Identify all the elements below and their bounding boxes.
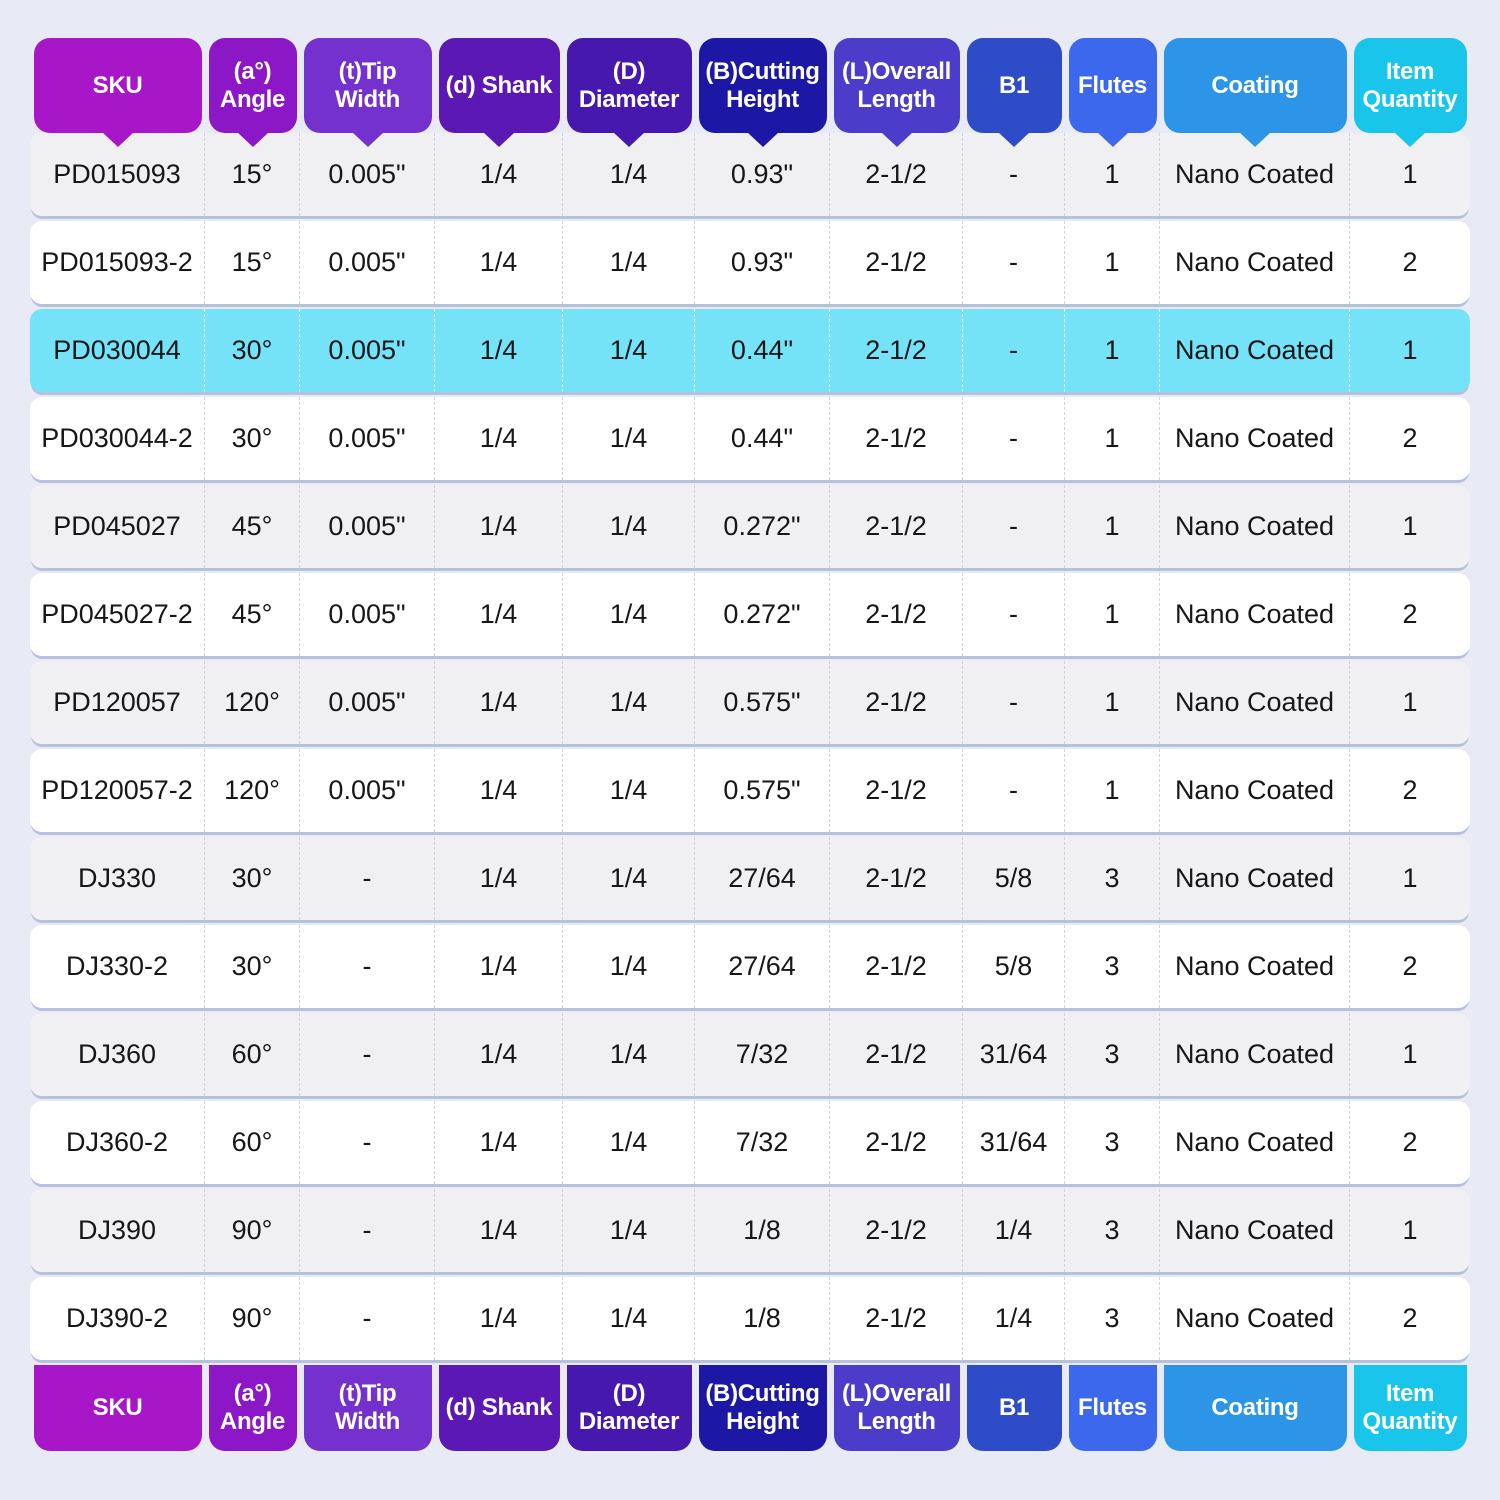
- column-label: B1: [998, 71, 1030, 99]
- footer-col-shank: [439, 1365, 560, 1451]
- header-col-angle: [209, 38, 297, 133]
- column-label: Flutes: [1078, 71, 1147, 99]
- table-row-pd120057-2[interactable]: [30, 749, 1470, 832]
- cell-overall-length: 2-1/2: [830, 1013, 963, 1096]
- cell-sku: PD030044: [30, 309, 205, 392]
- cell-cutting-height: 27/64: [695, 925, 830, 1008]
- column-label: Coating: [1211, 71, 1299, 99]
- cell-sku: PD015093: [30, 133, 205, 216]
- header-col-b1: [967, 38, 1062, 133]
- cell-tip-width: 0.005": [300, 309, 435, 392]
- cell-b1: 31/64: [963, 1101, 1065, 1184]
- cell-item-quantity: 1: [1402, 511, 1418, 541]
- cell-item-quantity: 2: [1402, 423, 1418, 453]
- column-label: Item Quantity: [1362, 57, 1458, 113]
- cell-sku: PD045027: [30, 485, 205, 568]
- cell-overall-length: 2-1/2: [830, 221, 963, 304]
- cell-angle: 120°: [205, 749, 300, 832]
- cell-cutting-height: 27/64: [695, 837, 830, 920]
- cell-angle: 30°: [205, 837, 300, 920]
- column-label: SKU: [92, 71, 143, 99]
- cell-coating: Nano Coated: [1160, 573, 1350, 656]
- cell-tip-width: -: [300, 1277, 435, 1360]
- column-label: (L)Overall Length: [841, 57, 952, 113]
- cell-shank: 1/4: [435, 837, 563, 920]
- cell-flutes: 1: [1065, 397, 1160, 480]
- cell-sku: DJ330: [30, 837, 205, 920]
- table-row-pd045027-2[interactable]: [30, 573, 1470, 656]
- cell-b1: -: [963, 309, 1065, 392]
- cell-overall-length: 2-1/2: [830, 925, 963, 1008]
- cell-angle: 15°: [205, 221, 300, 304]
- cell-diameter: 1/4: [563, 661, 695, 744]
- cell-angle: 120°: [205, 661, 300, 744]
- column-label: (B)Cutting Height: [705, 1380, 820, 1435]
- cell-tip-width: -: [300, 1101, 435, 1184]
- table-row-pd120057[interactable]: [30, 661, 1470, 744]
- cell-cutting-height: 7/32: [695, 1101, 830, 1184]
- cell-sku: PD120057: [30, 661, 205, 744]
- cell-overall-length: 2-1/2: [830, 1189, 963, 1272]
- cell-b1: -: [963, 661, 1065, 744]
- column-label: (a°) Angle: [219, 57, 286, 113]
- header-col-coating: [1164, 38, 1347, 133]
- cell-cutting-height: 1/8: [695, 1277, 830, 1360]
- cell-angle: 30°: [205, 925, 300, 1008]
- cell-cutting-height: 7/32: [695, 1013, 830, 1096]
- footer-col-tip-width: [304, 1365, 432, 1451]
- cell-coating: Nano Coated: [1160, 485, 1350, 568]
- cell-b1: -: [963, 485, 1065, 568]
- cell-coating: Nano Coated: [1160, 397, 1350, 480]
- cell-overall-length: 2-1/2: [830, 1277, 963, 1360]
- cell-b1: -: [963, 573, 1065, 656]
- cell-flutes: 1: [1065, 133, 1160, 216]
- cell-coating: Nano Coated: [1160, 309, 1350, 392]
- cell-sku: PD045027-2: [30, 573, 205, 656]
- cell-coating: Nano Coated: [1160, 1277, 1350, 1360]
- cell-tip-width: -: [300, 837, 435, 920]
- cell-angle: 30°: [205, 397, 300, 480]
- cell-coating: Nano Coated: [1160, 749, 1350, 832]
- cell-shank: 1/4: [435, 749, 563, 832]
- footer-col-sku: [34, 1365, 202, 1451]
- cell-b1: -: [963, 133, 1065, 216]
- footer-col-overall-length: [834, 1365, 960, 1451]
- cell-flutes: 3: [1065, 1277, 1160, 1360]
- cell-coating: Nano Coated: [1160, 1013, 1350, 1096]
- cell-coating: Nano Coated: [1160, 661, 1350, 744]
- cell-cutting-height: 0.44": [695, 309, 830, 392]
- cell-sku: DJ390-2: [30, 1277, 205, 1360]
- cell-flutes: 3: [1065, 925, 1160, 1008]
- cell-tip-width: 0.005": [300, 749, 435, 832]
- column-label: (B)Cutting Height: [705, 57, 820, 113]
- column-label: Item Quantity: [1362, 1380, 1458, 1435]
- table-row-dj390[interactable]: [30, 1189, 1470, 1272]
- cell-b1: 5/8: [963, 925, 1065, 1008]
- cell-overall-length: 2-1/2: [830, 837, 963, 920]
- cell-diameter: 1/4: [563, 1189, 695, 1272]
- cell-diameter: 1/4: [563, 1101, 695, 1184]
- footer-col-diameter: [567, 1365, 692, 1451]
- cell-overall-length: 2-1/2: [830, 309, 963, 392]
- cell-item-quantity: 1: [1402, 1039, 1418, 1069]
- cell-shank: 1/4: [435, 397, 563, 480]
- cell-b1: -: [963, 221, 1065, 304]
- cell-b1: 1/4: [963, 1277, 1065, 1360]
- cell-angle: 30°: [205, 309, 300, 392]
- cell-diameter: 1/4: [563, 397, 695, 480]
- cell-diameter: 1/4: [563, 485, 695, 568]
- cell-flutes: 1: [1065, 221, 1160, 304]
- cell-item-quantity: 1: [1402, 687, 1418, 717]
- header-col-sku: [34, 38, 202, 133]
- cell-cutting-height: 0.272": [695, 573, 830, 656]
- cell-tip-width: -: [300, 1013, 435, 1096]
- column-label: Coating: [1211, 1394, 1299, 1422]
- cell-coating: Nano Coated: [1160, 133, 1350, 216]
- footer-col-item-quantity: [1354, 1365, 1467, 1451]
- cell-tip-width: 0.005": [300, 485, 435, 568]
- footer-col-coating: [1164, 1365, 1347, 1451]
- cell-item-quantity: 2: [1402, 951, 1418, 981]
- cell-angle: 45°: [205, 573, 300, 656]
- cell-item-quantity: 1: [1402, 159, 1418, 189]
- cell-sku: PD120057-2: [30, 749, 205, 832]
- column-label: SKU: [92, 1394, 143, 1422]
- cell-b1: -: [963, 397, 1065, 480]
- cell-overall-length: 2-1/2: [830, 397, 963, 480]
- cell-flutes: 1: [1065, 749, 1160, 832]
- cell-diameter: 1/4: [563, 749, 695, 832]
- cell-shank: 1/4: [435, 1189, 563, 1272]
- table-row-dj360-2[interactable]: [30, 1101, 1470, 1184]
- cell-flutes: 3: [1065, 1101, 1160, 1184]
- cell-cutting-height: 0.575": [695, 749, 830, 832]
- cell-shank: 1/4: [435, 925, 563, 1008]
- cell-shank: 1/4: [435, 133, 563, 216]
- cell-coating: Nano Coated: [1160, 837, 1350, 920]
- footer-col-b1: [967, 1365, 1062, 1451]
- header-col-shank: [439, 38, 560, 133]
- header-col-diameter: [567, 38, 692, 133]
- cell-sku: DJ360-2: [30, 1101, 205, 1184]
- table-row-pd030044[interactable]: [30, 309, 1470, 392]
- table-row-pd015093-2[interactable]: [30, 221, 1470, 304]
- cell-angle: 60°: [205, 1101, 300, 1184]
- cell-overall-length: 2-1/2: [830, 1101, 963, 1184]
- cell-tip-width: 0.005": [300, 661, 435, 744]
- cell-coating: Nano Coated: [1160, 221, 1350, 304]
- cell-item-quantity: 1: [1402, 335, 1418, 365]
- cell-flutes: 3: [1065, 837, 1160, 920]
- cell-cutting-height: 0.44": [695, 397, 830, 480]
- cell-item-quantity: 2: [1402, 1127, 1418, 1157]
- table-row-dj390-2[interactable]: [30, 1277, 1470, 1360]
- cell-flutes: 1: [1065, 485, 1160, 568]
- cell-tip-width: 0.005": [300, 133, 435, 216]
- column-label: B1: [998, 1394, 1030, 1422]
- cell-b1: 1/4: [963, 1189, 1065, 1272]
- cell-diameter: 1/4: [563, 837, 695, 920]
- cell-shank: 1/4: [435, 1013, 563, 1096]
- cell-shank: 1/4: [435, 309, 563, 392]
- cell-item-quantity: 2: [1402, 775, 1418, 805]
- cell-diameter: 1/4: [563, 1013, 695, 1096]
- cell-diameter: 1/4: [563, 309, 695, 392]
- footer-col-flutes: [1069, 1365, 1157, 1451]
- cell-shank: 1/4: [435, 1277, 563, 1360]
- cell-flutes: 3: [1065, 1013, 1160, 1096]
- spec-table: [30, 38, 1470, 1451]
- cell-b1: 5/8: [963, 837, 1065, 920]
- cell-overall-length: 2-1/2: [830, 485, 963, 568]
- cell-flutes: 3: [1065, 1189, 1160, 1272]
- cell-b1: -: [963, 749, 1065, 832]
- cell-tip-width: -: [300, 925, 435, 1008]
- column-label: (t)Tip Width: [335, 57, 400, 113]
- cell-overall-length: 2-1/2: [830, 749, 963, 832]
- cell-sku: DJ330-2: [30, 925, 205, 1008]
- cell-shank: 1/4: [435, 485, 563, 568]
- cell-cutting-height: 1/8: [695, 1189, 830, 1272]
- cell-shank: 1/4: [435, 661, 563, 744]
- table-row-pd030044-2[interactable]: [30, 397, 1470, 480]
- cell-angle: 90°: [205, 1189, 300, 1272]
- cell-coating: Nano Coated: [1160, 925, 1350, 1008]
- header-col-cutting-height: [699, 38, 827, 133]
- cell-coating: Nano Coated: [1160, 1189, 1350, 1272]
- cell-diameter: 1/4: [563, 925, 695, 1008]
- header-col-tip-width: [304, 38, 432, 133]
- cell-sku: PD030044-2: [30, 397, 205, 480]
- cell-sku: PD015093-2: [30, 221, 205, 304]
- table-body: [30, 133, 1470, 1360]
- cell-overall-length: 2-1/2: [830, 661, 963, 744]
- cell-item-quantity: 2: [1402, 1303, 1418, 1333]
- cell-angle: 90°: [205, 1277, 300, 1360]
- footer-col-angle: [209, 1365, 297, 1451]
- cell-overall-length: 2-1/2: [830, 133, 963, 216]
- cell-diameter: 1/4: [563, 1277, 695, 1360]
- cell-overall-length: 2-1/2: [830, 573, 963, 656]
- cell-item-quantity: 2: [1402, 247, 1418, 277]
- cell-angle: 45°: [205, 485, 300, 568]
- cell-shank: 1/4: [435, 1101, 563, 1184]
- cell-flutes: 1: [1065, 661, 1160, 744]
- header-col-flutes: [1069, 38, 1157, 133]
- column-label: (d) Shank: [445, 71, 553, 99]
- column-label: (t)Tip Width: [335, 1380, 400, 1435]
- column-label: (L)Overall Length: [841, 1380, 952, 1435]
- cell-tip-width: 0.005": [300, 221, 435, 304]
- column-label: Flutes: [1078, 1394, 1147, 1422]
- cell-sku: DJ360: [30, 1013, 205, 1096]
- table-row-dj330[interactable]: [30, 837, 1470, 920]
- cell-tip-width: 0.005": [300, 573, 435, 656]
- table-header-row: [30, 38, 1470, 133]
- cell-angle: 15°: [205, 133, 300, 216]
- header-col-item-quantity: [1354, 38, 1467, 133]
- table-row-dj330-2[interactable]: [30, 925, 1470, 1008]
- cell-diameter: 1/4: [563, 573, 695, 656]
- column-label: (a°) Angle: [219, 1380, 286, 1435]
- table-footer-row: [30, 1365, 1470, 1451]
- cell-cutting-height: 0.93": [695, 221, 830, 304]
- cell-diameter: 1/4: [563, 221, 695, 304]
- cell-flutes: 1: [1065, 573, 1160, 656]
- footer-col-cutting-height: [699, 1365, 827, 1451]
- cell-diameter: 1/4: [563, 133, 695, 216]
- cell-shank: 1/4: [435, 573, 563, 656]
- cell-item-quantity: 1: [1402, 863, 1418, 893]
- cell-item-quantity: 2: [1402, 599, 1418, 629]
- cell-angle: 60°: [205, 1013, 300, 1096]
- cell-coating: Nano Coated: [1160, 1101, 1350, 1184]
- cell-b1: 31/64: [963, 1013, 1065, 1096]
- header-col-overall-length: [834, 38, 960, 133]
- cell-cutting-height: 0.272": [695, 485, 830, 568]
- cell-item-quantity: 1: [1402, 1215, 1418, 1245]
- cell-sku: DJ390: [30, 1189, 205, 1272]
- cell-tip-width: 0.005": [300, 397, 435, 480]
- column-label: (d) Shank: [445, 1394, 553, 1422]
- table-row-pd045027[interactable]: [30, 485, 1470, 568]
- cell-flutes: 1: [1065, 309, 1160, 392]
- table-row-dj360[interactable]: [30, 1013, 1470, 1096]
- column-label: (D) Diameter: [578, 1380, 680, 1435]
- cell-cutting-height: 0.575": [695, 661, 830, 744]
- cell-shank: 1/4: [435, 221, 563, 304]
- cell-tip-width: -: [300, 1189, 435, 1272]
- column-label: (D) Diameter: [578, 57, 680, 113]
- cell-cutting-height: 0.93": [695, 133, 830, 216]
